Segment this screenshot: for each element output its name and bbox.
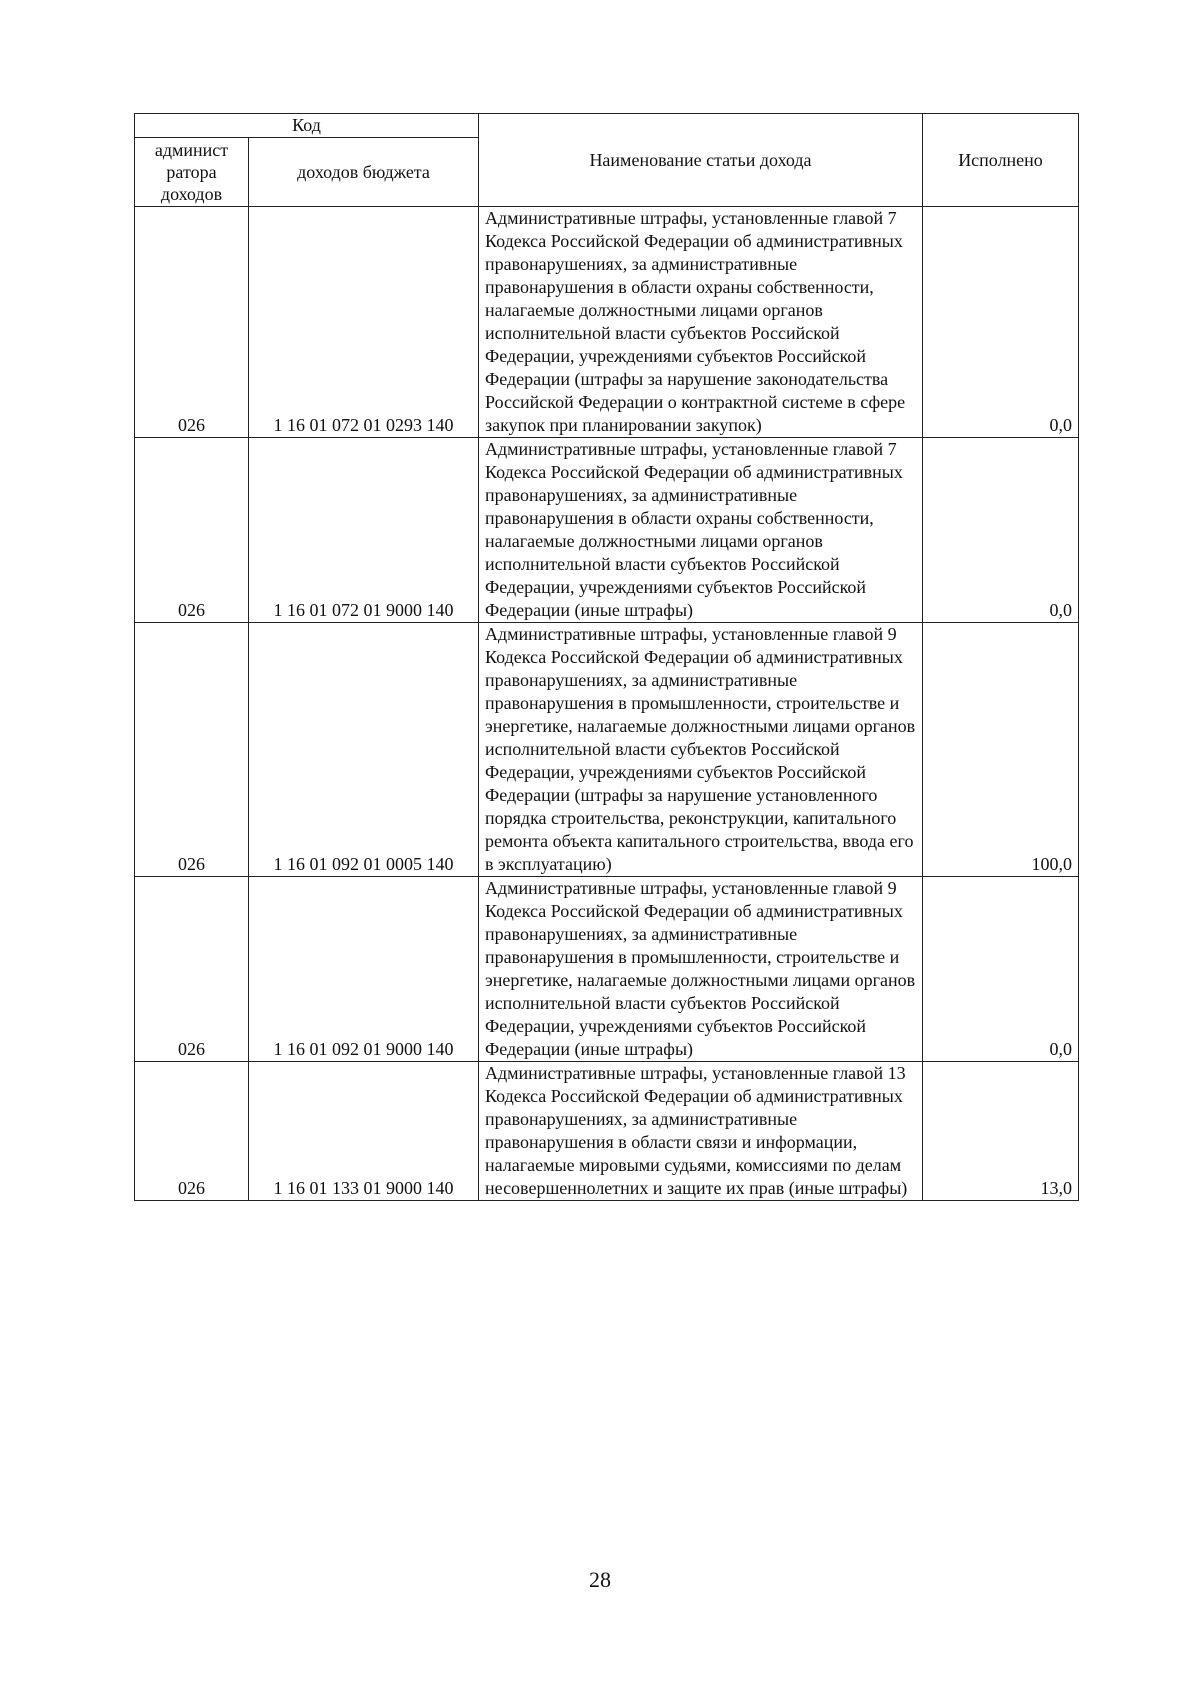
admin-code-cell: 026 [135, 438, 249, 623]
budget-code-cell: 1 16 01 072 01 9000 140 [249, 438, 479, 623]
admin-code-cell: 026 [135, 623, 249, 877]
header-admin-line: ратора [166, 162, 217, 182]
table-row [135, 207, 1079, 438]
table-row [135, 877, 1079, 1062]
item-name-cell: Административные штрафы, установленные главой 13 Кодекса Российской Федерации об административных правонарушениях, за административные правонарушения в области связи и информации, налагаемые мировыми судьями, комиссиями по делам несовершеннолетних и защите их прав (иные штрафы) [479, 1062, 923, 1201]
header-admin-line: админист [154, 140, 229, 160]
table-body [135, 207, 1079, 1201]
item-name-cell: Административные штрафы, установленные главой 9 Кодекса Российской Федерации об административных правонарушениях, за административные правонарушения в промышленности, строительстве и энергетике, налагаемые должностными лицами органов исполнительной власти субъектов Российской Федерации, учреждениями субъектов Российской Федерации (иные штрафы) [479, 877, 923, 1062]
budget-code-cell: 1 16 01 092 01 0005 140 [249, 623, 479, 877]
table-header [135, 114, 1079, 207]
header-budget-code: доходов бюджета [249, 138, 479, 207]
admin-code-cell: 026 [135, 877, 249, 1062]
item-name-cell: Административные штрафы, установленные главой 7 Кодекса Российской Федерации об административных правонарушениях, за административные правонарушения в области охраны собственности, налагаемые должностными лицами органов исполнительной власти субъектов Российской Федерации, учреждениями субъектов Российской Федерации (штрафы за нарушение законодательства Российской Федерации о контрактной системе в сфере закупок при планировании закупок) [479, 207, 923, 438]
table-row [135, 1062, 1079, 1201]
table-row [135, 438, 1079, 623]
header-code: Код [135, 114, 479, 138]
executed-cell: 13,0 [923, 1062, 1079, 1201]
header-admin-line: доходов [160, 184, 223, 204]
admin-code-cell: 026 [135, 207, 249, 438]
item-name-cell: Административные штрафы, установленные главой 9 Кодекса Российской Федерации об административных правонарушениях, за административные правонарушения в промышленности, строительстве и энергетике, налагаемые должностными лицами органов исполнительной власти субъектов Российской Федерации, учреждениями субъектов Российской Федерации (штрафы за нарушение установленного порядка строительства, реконструкции, капитального ремонта объекта капитального строительства, ввода его в эксплуатацию) [479, 623, 923, 877]
executed-cell: 0,0 [923, 207, 1079, 438]
header-executed: Исполнено [923, 114, 1079, 207]
budget-code-cell: 1 16 01 092 01 9000 140 [249, 877, 479, 1062]
executed-cell: 0,0 [923, 438, 1079, 623]
header-item-name: Наименование статьи дохода [479, 114, 923, 207]
budget-code-cell: 1 16 01 133 01 9000 140 [249, 1062, 479, 1201]
page-number: 28 [589, 1567, 611, 1592]
executed-cell: 100,0 [923, 623, 1079, 877]
header-admin [135, 138, 249, 207]
revenue-table [134, 113, 1079, 1201]
table-row [135, 623, 1079, 877]
item-name-cell: Административные штрафы, установленные главой 7 Кодекса Российской Федерации об административных правонарушениях, за административные правонарушения в области охраны собственности, налагаемые должностными лицами органов исполнительной власти субъектов Российской Федерации, учреждениями субъектов Российской Федерации (иные штрафы) [479, 438, 923, 623]
executed-cell: 0,0 [923, 877, 1079, 1062]
admin-code-cell: 026 [135, 1062, 249, 1201]
budget-code-cell: 1 16 01 072 01 0293 140 [249, 207, 479, 438]
